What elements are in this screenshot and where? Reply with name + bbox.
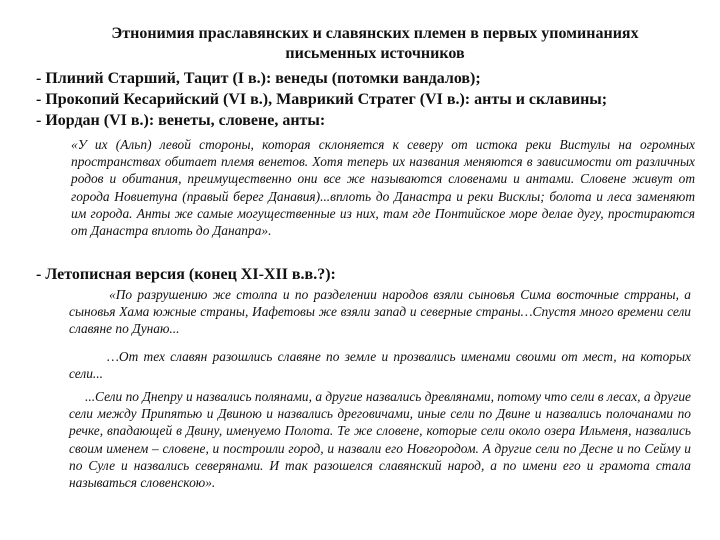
- chronicle-heading: - Летописная версия (конец XI-XII в.в.?):: [36, 266, 336, 283]
- chronicle-quote: [69, 286, 691, 491]
- sources-list: [36, 68, 712, 131]
- source-item-procopius-maurice: - Прокопий Кесарийский (VI в.), Маврикий Стратег (VI в.): анты и склавины;: [36, 91, 608, 108]
- jordanes-quote: «У их (Альп) левой стороны, которая склоняется к северу от истока реки Вистулы на огромных пространствах обитает племя венетов. Хотя теперь их названия меняются в зависимости от различных родов и обитания, преимущественно они все же называются словенами и антами. Словене живут от города Новиетуна (правый берег Данавия)...вплоть до Данастра и реки Висклы; болота и леса заменяют им города. Анты же самые могущественные из них, там где Понтийское море делае дугу, простираются от Данастра вплоть до Данапра».: [71, 137, 695, 239]
- chronicle-paragraph-2: …От тех славян разошлись славяне по земле и прозвались именами своими от мест, на которых сели...: [69, 348, 691, 381]
- chronicle-paragraph-1: «По разрушению же столпа и по разделении народов взяли сыновья Сима восточные стрраны, а сыновья Хама южные страны, Иафетовы же взяли запад и северные страны…Спустя много времени сели славяне по Дунаю...: [69, 287, 691, 337]
- chronicle-paragraph-3: ...Сели по Днепру и назвались полянами, а другие назвались древлянами, потому что сели в лесах, а другие сели между Припятью и Двиною и назвались дреговичами, иные сели по Двине и назвались полочанами по речке, впадающей в Двину, именуемо Полота. Те же словене, которые сели около озера Ильменя, назвались своим именем – словене, и построили город, и назвали его Новгородом. А другие сели по Десне и по Сейму и по Суле и назвались северянами. И так разошелся славянский народ, а по имени его и грамота стала называться словенскою».: [69, 389, 691, 491]
- slide-title: [40, 24, 710, 64]
- source-item-jordanes: - Иордан (VI в.): венеты, словене, анты:: [36, 112, 326, 129]
- title-line-2: письменных источников: [285, 45, 465, 62]
- title-line-1: Этнонимия праславянских и славянских племен в первых упоминаниях: [111, 25, 639, 42]
- source-item-pliny-tacitus: - Плиний Старший, Тацит (I в.): венеды (потомки вандалов);: [36, 70, 481, 87]
